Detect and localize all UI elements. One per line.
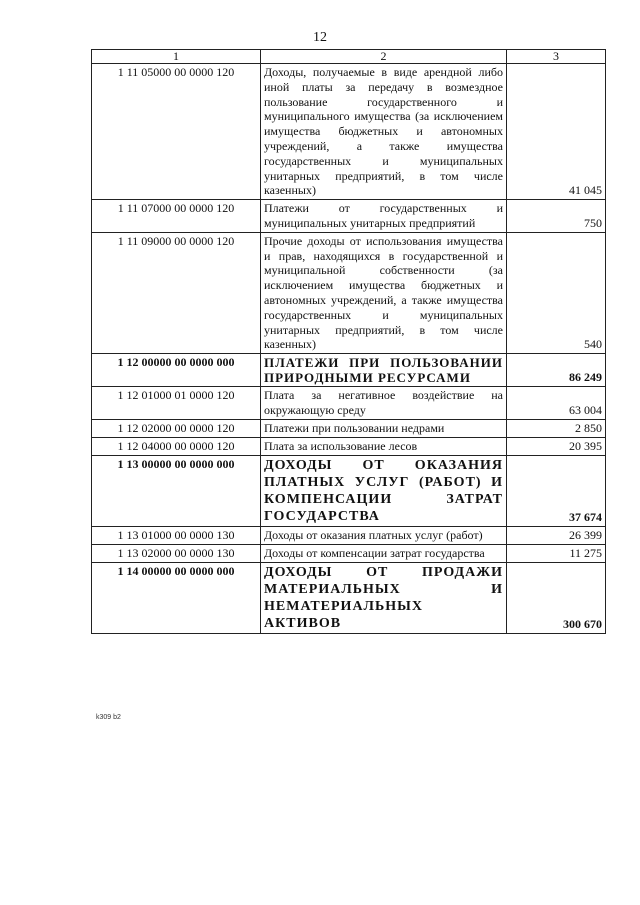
table-row-section	[92, 562, 606, 633]
table-row	[92, 64, 606, 200]
row-code: 1 11 05000 00 0000 120	[92, 64, 261, 200]
table-row	[92, 437, 606, 455]
header-col-2: 2	[261, 50, 507, 64]
row-amount: 2 850	[507, 419, 606, 437]
row-description: ДОХОДЫ ОТ ПРОДАЖИ МАТЕРИАЛЬНЫХ И НЕМАТЕРИАЛЬНЫХ АКТИВОВ	[261, 562, 507, 633]
row-description: ПЛАТЕЖИ ПРИ ПОЛЬЗОВАНИИ ПРИРОДНЫМИ РЕСУРСАМИ	[261, 354, 507, 387]
row-code: 1 14 00000 00 0000 000	[92, 562, 261, 633]
row-description: ДОХОДЫ ОТ ОКАЗАНИЯ ПЛАТНЫХ УСЛУГ (РАБОТ) И КОМПЕНСАЦИИ ЗАТРАТ ГОСУДАРСТВА	[261, 455, 507, 526]
table-row	[92, 200, 606, 233]
row-amount: 26 399	[507, 526, 606, 544]
table-row	[92, 232, 606, 353]
table-row	[92, 387, 606, 420]
row-description: Платежи при пользовании недрами	[261, 419, 507, 437]
row-description: Доходы от компенсации затрат государства	[261, 544, 507, 562]
row-amount: 86 249	[507, 354, 606, 387]
table-row-section	[92, 455, 606, 526]
row-amount: 300 670	[507, 562, 606, 633]
table-row-section	[92, 354, 606, 387]
row-amount: 63 004	[507, 387, 606, 420]
table-row	[92, 544, 606, 562]
table-row	[92, 419, 606, 437]
row-description: Плата за использование лесов	[261, 437, 507, 455]
row-amount: 41 045	[507, 64, 606, 200]
row-amount: 37 674	[507, 455, 606, 526]
table-row	[92, 526, 606, 544]
row-amount: 20 395	[507, 437, 606, 455]
row-description: Прочие доходы от использования имущества и прав, находящихся в государственной и муниципальной собственности (за исключением имущества бюджетных и автономных учреждений, а также имущества государственных и муниципальных унитарных предприятий, в том числе казенных)	[261, 232, 507, 353]
row-code: 1 11 07000 00 0000 120	[92, 200, 261, 233]
document-footnote: k309 b2	[96, 714, 121, 721]
row-code: 1 11 09000 00 0000 120	[92, 232, 261, 353]
row-code: 1 12 00000 00 0000 000	[92, 354, 261, 387]
row-code: 1 13 01000 00 0000 130	[92, 526, 261, 544]
row-amount: 540	[507, 232, 606, 353]
header-col-3: 3	[507, 50, 606, 64]
row-amount: 11 275	[507, 544, 606, 562]
row-code: 1 12 02000 00 0000 120	[92, 419, 261, 437]
row-code: 1 13 02000 00 0000 130	[92, 544, 261, 562]
page-number: 12	[313, 30, 327, 45]
header-col-1: 1	[92, 50, 261, 64]
row-code: 1 12 04000 00 0000 120	[92, 437, 261, 455]
row-code: 1 12 01000 01 0000 120	[92, 387, 261, 420]
revenue-table	[91, 49, 606, 634]
row-amount: 750	[507, 200, 606, 233]
row-description: Доходы, получаемые в виде арендной либо иной платы за передачу в возмездное пользование государственного и муниципального имущества (за исключением имущества бюджетных и автономных учреждений, а также имущества государственных и муниципальных унитарных предприятий, в том числе казенных)	[261, 64, 507, 200]
row-description: Платежи от государственных и муниципальных унитарных предприятий	[261, 200, 507, 233]
row-code: 1 13 00000 00 0000 000	[92, 455, 261, 526]
table-header-row	[92, 50, 606, 64]
row-description: Доходы от оказания платных услуг (работ)	[261, 526, 507, 544]
row-description: Плата за негативное воздействие на окружающую среду	[261, 387, 507, 420]
